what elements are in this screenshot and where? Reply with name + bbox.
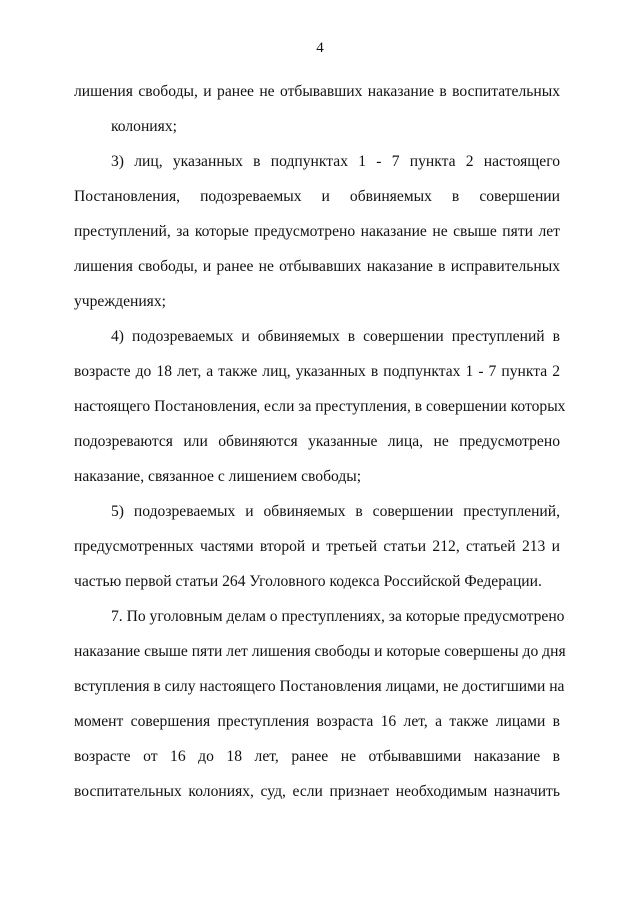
text-line: наказание свыше пяти лет лишения свободы и которые совершены до дня <box>74 643 566 660</box>
paragraph-item-3 <box>74 144 560 319</box>
text-line: Постановления, подозреваемых и обвиняемых в совершении <box>74 188 560 205</box>
text-line: подозреваются или обвиняются указанные лица, не предусмотрено <box>74 433 560 450</box>
text-line: лишения свободы, и ранее не отбывавших наказание в воспитательных <box>74 83 560 100</box>
text-line: колониях; <box>111 118 177 135</box>
paragraph-continuation <box>74 74 560 144</box>
page-number: 4 <box>316 40 324 56</box>
text-line: 4) подозреваемых и обвиняемых в совершении преступлений в <box>111 328 560 345</box>
text-line: 7. По уголовным делам о преступлениях, за которые предусмотрено <box>111 608 565 625</box>
text-line: возрасте от 16 до 18 лет, ранее не отбывавшими наказание в <box>74 748 560 765</box>
text-line: предусмотренных частями второй и третьей статьи 212, статьей 213 и <box>74 538 560 555</box>
text-line: настоящего Постановления, если за преступления, в совершении которых <box>74 398 566 415</box>
text-line: воспитательных колониях, суд, если признает необходимым назначить <box>74 783 560 800</box>
paragraph-item-5 <box>74 494 560 599</box>
text-line: возрасте до 18 лет, а также лиц, указанных в подпунктах 1 - 7 пункта 2 <box>74 363 560 380</box>
text-line: лишения свободы, и ранее не отбывавших наказание в исправительных <box>74 258 560 275</box>
text-line: частью первой статьи 264 Уголовного кодекса Российской Федерации. <box>74 573 542 590</box>
paragraph-point-7 <box>74 599 566 809</box>
document-body <box>74 74 566 809</box>
text-line: учреждениях; <box>74 293 166 310</box>
text-line: вступления в силу настоящего Постановления лицами, не достигшими на <box>74 678 565 695</box>
text-line: преступлений, за которые предусмотрено наказание не свыше пяти лет <box>74 223 560 240</box>
text-line: 5) подозреваемых и обвиняемых в совершении преступлений, <box>111 503 560 520</box>
text-line: 3) лиц, указанных в подпунктах 1 - 7 пункта 2 настоящего <box>111 153 560 170</box>
text-line: момент совершения преступления возраста 16 лет, а также лицами в <box>74 713 560 730</box>
text-line: наказание, связанное с лишением свободы; <box>74 468 362 485</box>
paragraph-item-4 <box>74 319 566 494</box>
